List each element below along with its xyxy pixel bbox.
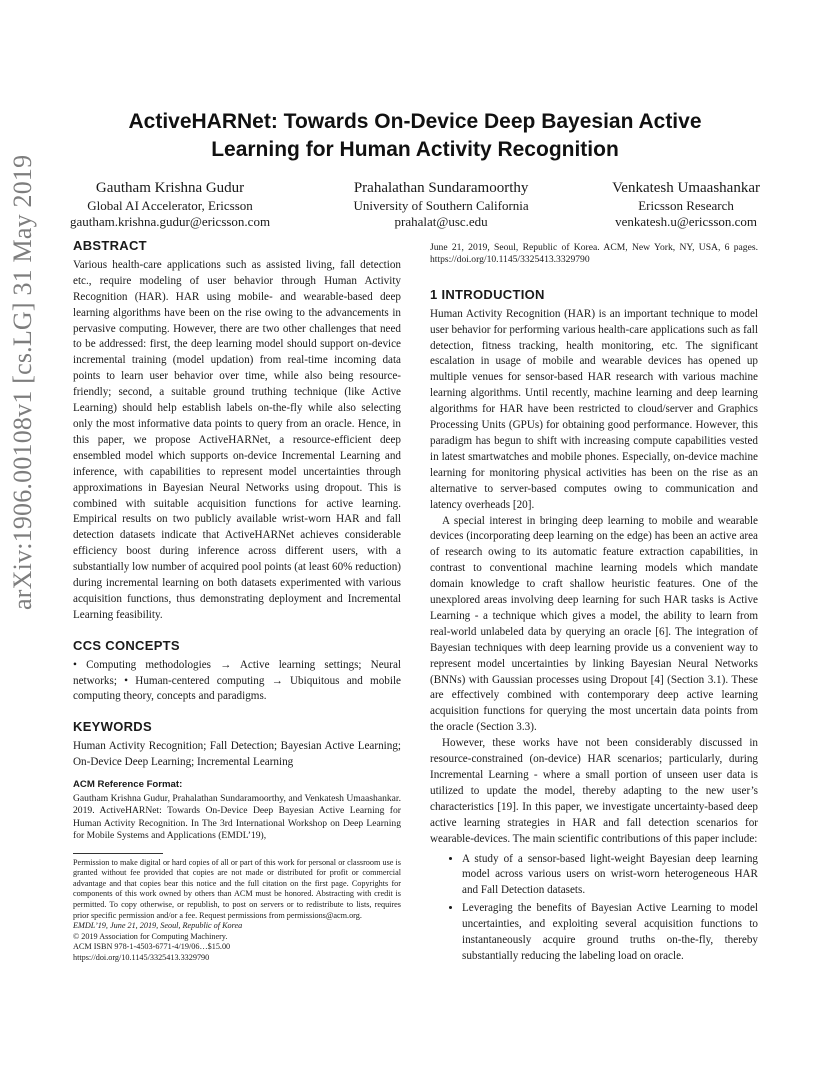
intro-paragraph-2: A special interest in bringing deep learning to mobile and wearable devices (incorporating deep learning on the edge) has been an active area of research owing to its automatic feature extraction capabilities, in contrast to conventional machine learning models which mandate domain knowledge to craft shallow heuristic features. One of the unexplored areas involving deep learning for such HAR tasks is Active Learning - a technique which gives a model, the ability to learn from real-world unlabeled data by querying an oracle [6]. The integration of Bayesian techniques with deep learning provide us a convenient way to represent model uncertainties by linking Bayesian Neural Networks (BNNs) with Gaussian processes using Dropout [4] (Section 3.1). These are effectively combined with contemporary deep active learning acquisition functions for querying the most uncertain data points from the oracle (Section 3.3). [430, 514, 758, 734]
author-1 [70, 178, 270, 230]
paper-title [100, 108, 730, 164]
permission-text: Permission to make digital or hard copies of all or part of this work for personal or classroom use is granted without fee provided that copies are not made or distributed for profit or commercial advantage and that copies bear this notice and the full citation on the first page. Copyrights for components of this work owned by others than ACM must be honored. Abstracting with credit is permitted. To copy otherwise, or republish, to post on servers or to redistribute to lists, requires prior specific permission and/or a fee. Request permissions from permissions@acm.org. [73, 857, 401, 920]
author-2 [354, 178, 529, 230]
ccs-heading: CCS CONCEPTS [73, 637, 180, 653]
author-email: prahalat@usc.edu [394, 214, 488, 229]
author-name: Venkatesh Umaashankar [612, 180, 760, 196]
title-line-1: ActiveHARNet: Towards On-Device Deep Bayesian Active [128, 110, 702, 133]
introduction-heading: 1 INTRODUCTION [430, 286, 545, 302]
title-line-2: Learning for Human Activity Recognition [211, 138, 619, 161]
citation-continuation: June 21, 2019, Seoul, Republic of Korea. ACM, New York, NY, USA, 6 pages. https://doi.org/10.1145/3325413.3329790 [430, 242, 758, 266]
ccs-text: • Computing methodologies → Active learning settings; Neural networks; • Human-centered computing → Ubiquitous and mobile computing theory, concepts and paradigms. [73, 658, 401, 703]
author-affiliation: University of Southern California [353, 198, 529, 213]
acm-reference-text: Gautham Krishna Gudur, Prahalathan Sundaramoorthy, and Venkatesh Umaashankar. 2019. ActiveHARNet: Towards On-Device Deep Bayesian Active Learning for Human Activity Recognition. In The 3rd International Workshop on Deep Learning for Mobile Systems and Applications (EMDL’19), [73, 793, 401, 842]
author-email: venkatesh.u@ericsson.com [615, 214, 758, 229]
doi-link[interactable]: https://doi.org/10.1145/3325413.3329790 [73, 952, 210, 962]
author-affiliation: Ericsson Research [638, 198, 734, 213]
keywords-heading: KEYWORDS [73, 719, 152, 735]
acm-reference-heading: ACM Reference Format: [73, 779, 183, 791]
author-name: Prahalathan Sundaramoorthy [353, 180, 529, 196]
list-item: • A study of a sensor-based light-weight Bayesian deep learning model across various users on wrist-worn heterogeneous HAR and Fall Detection datasets. [462, 852, 758, 900]
left-column [73, 238, 401, 964]
keywords-text: Human Activity Recognition; Fall Detection; Bayesian Active Learning; On-Device Deep Learning; Incremental Learning [73, 740, 401, 769]
venue-line: EMDL’19, June 21, 2019, Seoul, Republic of Korea [73, 921, 243, 931]
author-block [70, 178, 760, 230]
contributions-list [430, 852, 758, 965]
footnote-rule [73, 853, 163, 854]
author-email: gautham.krishna.gudur@ericsson.com [70, 214, 271, 229]
abstract-text: Various health-care applications such as assisted living, fall detection etc., require modeling of user behavior through Human Activity Recognition (HAR). HAR using mobile- and wearable-based deep learning algorithms have been on the rise owing to the advancements in pervasive computing. However, there are two other challenges that need to be addressed: first, the deep learning model should support on-device incremental training (model updation) from real-time incoming data points to learn user behavior over time, while also being resource-friendly; second, a suitable ground truthing technique (like Active Learning) should help establish labels on-the-fly while also selecting only the most informative data points to query from an oracle. Hence, in this paper, we propose ActiveHARNet, a resource-efficient deep ensembled model which supports on-device Incremental Learning and inference, with capabilities to represent model uncertainties through approximations in Bayesian Neural Networks using dropout. This is combined with suitable acquisition functions for active learning. Empirical results on two publicly available wrist-worn HAR and fall detection datasets indicate that ActiveHARNet achieves considerable efficiency boost during inference across different users, with a substantially low number of acquired pool points (at least 60% reduction) during incremental learning on both datasets experimented with various acquisition functions, thus demonstrating deployment and Incremental Learning feasibility. [73, 258, 401, 621]
author-name: Gautham Krishna Gudur [95, 180, 245, 196]
list-item: • Leveraging the benefits of Bayesian Active Learning to model uncertainties, and exploiting several acquisition functions to instantaneously acquire ground truths on-the-fly, thereby substantially reducing the labeling load on oracle. [462, 901, 758, 965]
right-column [430, 242, 758, 967]
abstract-heading: ABSTRACT [73, 238, 147, 253]
intro-paragraph-1: Human Activity Recognition (HAR) is an important technique to model user behavior for performing various health-care applications such as fall detection, fitness tracking, health monitoring, etc. The significant escalation in usage of mobile and wearable devices has opened up multiple venues for sensor-based HAR research with various machine learning algorithms. Until recently, machine learning and deep learning algorithms for HAR have been restricted to cloud/server and Graphics Processing Units (GPUs) for obtaining good performance. However, this paradigm has begun to shift with increasing compute capabilities vested in latest smartwatches and mobile phones. Especially, on-device machine learning for monitoring physical activities has been on the rise as an alternative to server-based computes owing to communication and latency overheads [20]. [430, 307, 758, 511]
isbn-line: ACM ISBN 978-1-4503-6771-4/19/06…$15.00 [73, 942, 231, 952]
author-affiliation: Global AI Accelerator, Ericsson [87, 198, 253, 213]
intro-paragraph-3: However, these works have not been considerably discussed in resource-constrained (on-device) HAR scenarios; particularly, during Incremental Learning - where a small portion of unseen user data is utilized to update the model, thereby adapting to the new user’s characteristics [19]. In this paper, we investigate uncertainty-based deep active learning strategies in HAR and fall detection scenarios for wearable-devices. The main scientific contributions of this paper include: [430, 737, 758, 845]
author-3 [612, 178, 760, 230]
arxiv-identifier: arXiv:1906.00108v1 [cs.LG] 31 May 2019 [8, 154, 37, 610]
copyright-line: © 2019 Association for Computing Machinery. [73, 931, 228, 941]
